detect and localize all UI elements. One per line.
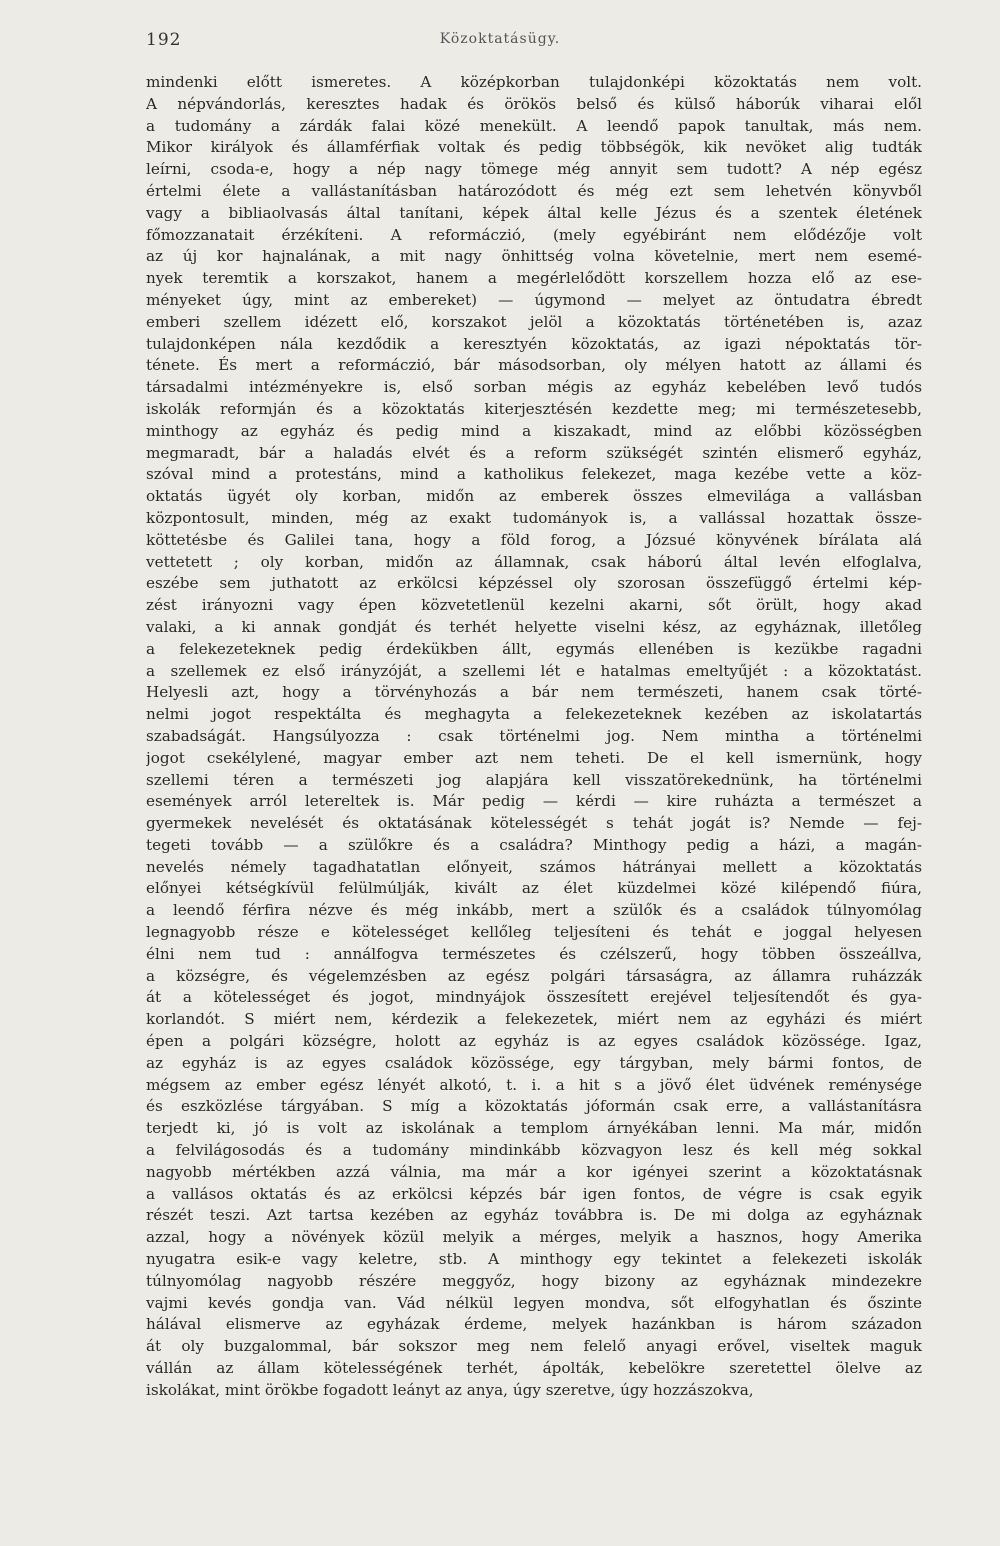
text-line: vállán az állam kötelességének terhét, ápolták, kebelökre szeretettel ölelve az: [146, 1359, 922, 1378]
text-line: leírni, csoda-e, hogy a nép nagy tömege még annyit sem tudott? A nép egész: [146, 160, 922, 179]
text-line: nyek teremtik a korszakot, hanem a megérlelődött korszellem hozza elő az ese-: [146, 269, 922, 288]
text-line: társadalmi intézményekre is, első sorban mégis az egyház kebelében levő tudós: [146, 378, 922, 397]
text-line: a leendő férfira nézve és még inkább, mert a szülők és a családok túlnyomólag: [146, 901, 922, 920]
text-line: a szellemek ez első irányzóját, a szellemi lét e hatalmas emeltyűjét : a közoktatást.: [146, 661, 922, 680]
text-line: legnagyobb része e kötelességet kellőleg teljesíteni és tehát e joggal helyesen: [146, 923, 922, 942]
text-line: eszébe sem juthatott az erkölcsi képzéssel oly szorosan összefüggő értelmi kép-: [146, 574, 922, 593]
text-line: hálával elismerve az egyházak érdeme, melyek hazánkban is három századon: [146, 1315, 922, 1334]
text-line: az új kor hajnalának, a mit nagy önhittség volna követelnie, mert nem esemé-: [146, 247, 922, 266]
text-line: iskolák reformján és a közoktatás kiterjesztésén kezdette meg; mi természetesebb,: [146, 399, 922, 418]
text-line: tulajdonképen nála kezdődik a keresztyén közoktatás, az igazi népoktatás tör-: [146, 334, 922, 353]
text-line: oktatás ügyét oly korban, midőn az emberek összes elmevilága a vallásban: [146, 487, 922, 506]
text-line: előnyei kétségkívül felülmúlják, kivált az élet küzdelmei közé kilépendő fiúra,: [146, 879, 922, 898]
text-line: nevelés némely tagadhatatlan előnyeit, számos hátrányai mellett a közoktatás: [146, 857, 922, 876]
text-line: korlandót. S miért nem, kérdezik a felekezetek, miért nem az egyházi és miért: [146, 1010, 922, 1029]
text-line: vajmi kevés gondja van. Vád nélkül legyen mondva, sőt elfogyhatlan és őszinte: [146, 1293, 922, 1312]
text-line: túlnyomólag nagyobb részére meggyőz, hogy bizony az egyháznak mindezekre: [146, 1271, 922, 1290]
text-line: vagy a bibliaolvasás által tanítani, képek által kelle Jézus és a szentek életének: [146, 203, 922, 222]
text-line: szóval mind a protestáns, mind a katholikus felekezet, maga kezébe vette a köz-: [146, 465, 922, 484]
text-line: azzal, hogy a növények közül melyik a mérges, melyik a hasznos, hogy Amerika: [146, 1228, 922, 1247]
text-line: és eszközlése tárgyában. S míg a közoktatás jóformán csak erre, a vallástanításra: [146, 1097, 922, 1116]
text-line: köttetésbe és Galilei tana, hogy a föld forog, a Józsué könyvének bírálata alá: [146, 530, 922, 549]
text-line: Helyesli azt, hogy a törvényhozás a bár nem természeti, hanem csak törté-: [146, 683, 922, 702]
text-line: mindenki előtt ismeretes. A középkorban tulajdonképi közoktatás nem volt.: [146, 73, 922, 91]
text-line: emberi szellem idézett elő, korszakot jelöl a közoktatás történetében is, azaz: [146, 312, 922, 331]
text-line: értelmi élete a vallástanításban határozódott és még ezt sem lehetvén könyvből: [146, 181, 922, 200]
text-line: vettetett ; oly korban, midőn az államnak, csak háború által levén elfoglalva,: [146, 552, 922, 571]
text-line: terjedt ki, jó is volt az iskolának a templom árnyékában lenni. Ma már, midőn: [146, 1119, 922, 1138]
text-line: ténete. És mert a reformáczió, bár másodsorban, oly mélyen hatott az állami és: [146, 356, 922, 375]
text-line: szellemi téren a természeti jog alapjára kell visszatörekednünk, ha történelmi: [146, 770, 922, 789]
text-line: a felekezeteknek pedig érdekükben állt, egymás ellenében is kezükbe ragadni: [146, 639, 922, 658]
body-text: [146, 72, 922, 1402]
text-line: tegeti tovább — a szülőkre és a családra? Minthogy pedig a házi, a magán-: [146, 835, 922, 854]
text-line: élni nem tud : annálfogva természetes és czélszerű, hogy többen összeállva,: [146, 944, 922, 963]
text-line: megmaradt, bár a haladás elvét és a reform szükségét szintén elismerő egyház,: [146, 443, 922, 462]
text-line: nyugatra esik-e vagy keletre, stb. A minthogy egy tekintet a felekezeti iskolák: [146, 1250, 922, 1269]
text-line: szabadságát. Hangsúlyozza : csak történelmi jog. Nem mintha a történelmi: [146, 726, 922, 745]
text-line: át a kötelességet és jogot, mindnyájok összesített erejével teljesítendőt és gya-: [146, 988, 922, 1007]
text-line: főmozzanatait érzékíteni. A reformáczió, (mely egyébiránt nem elődézője volt: [146, 225, 922, 244]
text-line: nagyobb mértékben azzá válnia, ma már a kor igényei szerint a közoktatásnak: [146, 1162, 922, 1181]
text-line: az egyház is az egyes családok közössége, egy tárgyban, mely bármi fontos, de: [146, 1053, 922, 1072]
text-line: központosult, minden, még az exakt tudományok is, a vallással hozattak össze-: [146, 508, 922, 527]
text-line: gyermekek nevelését és oktatásának kötelességét s tehát jogát is? Nemde — fej-: [146, 814, 922, 833]
text-line: jogot csekélylené, magyar ember azt nem teheti. De el kell ismernünk, hogy: [146, 748, 922, 767]
text-line: iskolákat, mint örökbe fogadott leányt az anya, úgy szeretve, úgy hozzászokva,: [146, 1380, 754, 1399]
text-line: zést irányozni vagy épen közvetetlenül kezelni akarni, sőt örült, hogy akad: [146, 596, 922, 615]
text-line: a vallásos oktatás és az erkölcsi képzés bár igen fontos, de végre is csak egyik: [146, 1184, 922, 1203]
text-line: A népvándorlás, keresztes hadak és örökös belső és külső háborúk viharai elől: [146, 94, 922, 113]
text-line: épen a polgári községre, holott az egyház is az egyes családok közössége. Igaz,: [146, 1032, 922, 1051]
text-line: a felvilágosodás és a tudomány mindinkább közvagyon lesz és kell még sokkal: [146, 1141, 922, 1160]
text-line: át oly buzgalommal, bár sokszor meg nem felelő anyagi erővel, viseltek maguk: [146, 1337, 922, 1356]
running-head: Közoktatásügy.: [439, 31, 561, 47]
text-line: mégsem az ember egész lényét alkotó, t. i. a hit s a jövő élet üdvének reménysége: [146, 1075, 922, 1094]
text-line: a tudomány a zárdák falai közé menekült. A leendő papok tanultak, más nem.: [146, 116, 922, 135]
text-line: események arról letereltek is. Már pedig — kérdi — kire ruházta a természet a: [146, 792, 922, 811]
page-number: 192: [146, 30, 182, 50]
text-line: részét teszi. Azt tartsa kezében az egyház továbbra is. De mi dolga az egyháznak: [146, 1206, 922, 1225]
text-line: ményeket úgy, mint az embereket) — úgymond — melyet az öntudatra ébredt: [146, 290, 922, 309]
text-line: valaki, a ki annak gondját és terhét helyette viselni kész, az egyháznak, illetőleg: [146, 617, 922, 636]
text-line: a községre, és végelemzésben az egész polgári társaságra, az államra ruházzák: [146, 966, 922, 985]
text-line: minthogy az egyház és pedig mind a kiszakadt, mind az előbbi közösségben: [146, 421, 922, 440]
text-line: nelmi jogot respektálta és meghagyta a felekezeteknek kezében az iskolatartás: [146, 705, 922, 724]
text-line: Mikor királyok és államférfiak voltak és pedig többségök, kik nevöket alig tudták: [146, 138, 922, 157]
